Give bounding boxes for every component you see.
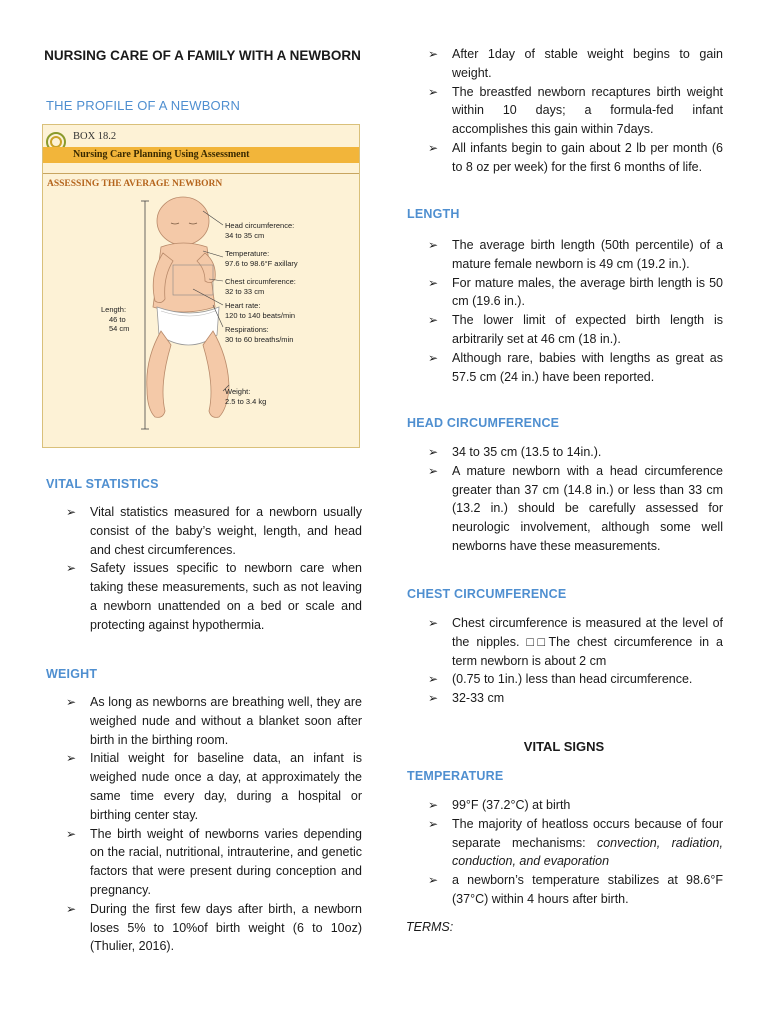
- list-item: [426, 815, 723, 871]
- vital-statistics-list: [64, 503, 362, 635]
- box-title-band: [43, 147, 359, 163]
- list-item: ➢ 99°F (37.2°C) at birth: [426, 796, 723, 815]
- list-item: ➢ 34 to 35 cm (13.5 to 14in.).: [426, 443, 723, 462]
- newborn-assessment-figure: [42, 124, 360, 448]
- annotation-label: Head circumference:: [225, 221, 295, 230]
- annotation-temperature: [225, 249, 298, 268]
- list-item: ➢ Chest circumference is measured at the level of the nipples. □□The chest circumference in a term newborn is about 2 cm: [426, 614, 723, 670]
- length-label: Length:: [101, 305, 127, 314]
- annotation-value: 97.6 to 98.6°F axillary: [225, 258, 298, 268]
- list-item: ➢ a newborn’s temperature stabilizes at 98.6°F (37°C) within 4 hours after birth.: [426, 871, 723, 909]
- length-annotation: [101, 305, 129, 334]
- chest-circumference-list: [426, 614, 723, 708]
- list-item: ➢ The average birth length (50th percentile) of a mature female newborn is 49 cm (19.2 in.).: [426, 236, 723, 274]
- list-item-text: The majority of heatloss occurs because of four separate mechanisms:: [452, 816, 723, 850]
- weight-continued-list: [426, 45, 723, 177]
- vital-signs-heading: VITAL SIGNS: [523, 739, 605, 754]
- head-circumference-list: [426, 443, 723, 556]
- list-item: ➢ For mature males, the average birth length is 50 cm (19.6 in.).: [426, 274, 723, 312]
- newborn-illustration: [43, 185, 359, 447]
- annotation-label: Temperature:: [225, 249, 270, 258]
- temperature-list: [426, 796, 723, 909]
- box-label: BOX 18.2: [73, 131, 117, 142]
- annotation-label: Heart rate:: [225, 301, 261, 310]
- length-heading: LENGTH: [407, 207, 460, 221]
- profile-heading: THE PROFILE OF A NEWBORN: [46, 98, 241, 113]
- annotation-value: 120 to 140 beats/min: [225, 310, 296, 320]
- weight-list: [64, 693, 362, 956]
- box-subtitle: ASSESSING THE AVERAGE NEWBORN: [47, 179, 223, 189]
- list-item: ➢ 32-33 cm: [426, 689, 723, 708]
- annotation-heart-rate: [225, 301, 295, 320]
- annotation-value: 34 to 35 cm: [225, 230, 265, 240]
- annotation-label: Weight:: [225, 387, 251, 396]
- list-item: ➢ The birth weight of newborns varies depending on the racial, nutritional, intrauterine, and genetic factors that were present during conception and pregnancy.: [64, 825, 362, 900]
- annotation-respirations: [225, 325, 293, 344]
- list-item: ➢ The lower limit of expected birth length is arbitrarily set at 46 cm (18 in.).: [426, 311, 723, 349]
- head-circumference-heading: HEAD CIRCUMFERENCE: [407, 416, 560, 430]
- box-divider: [43, 173, 359, 174]
- list-item: ➢ (0.75 to 1in.) less than head circumference.: [426, 670, 723, 689]
- list-item: ➢ Although rare, babies with lengths as great as 57.5 cm (24 in.) have been reported.: [426, 349, 723, 387]
- temperature-heading: TEMPERATURE: [407, 769, 504, 783]
- length-list: [426, 236, 723, 386]
- list-item: ➢ Initial weight for baseline data, an infant is weighed nude once a day, at approximately the same time every day, during a hospital or birthing center stay.: [64, 749, 362, 824]
- list-item: ➢ A mature newborn with a head circumference greater than 37 cm (14.8 in.) or less than 33 cm (13.2 in.) should be carefully assessed for neurologic involvement, although some well newborns have these measurements.: [426, 462, 723, 556]
- length-value-2: 54 cm: [109, 324, 130, 333]
- list-item: ➢ Vital statistics measured for a newborn usually consist of the baby’s weight, length, and head and chest circumferences.: [64, 503, 362, 559]
- weight-heading: WEIGHT: [46, 667, 98, 681]
- annotation-label: Respirations:: [225, 325, 269, 334]
- list-item: ➢ The breastfed newborn recaptures birth weight within 10 days; a formula-fed infant accomplishes this gain within 7days.: [426, 83, 723, 139]
- annotation-head: [225, 221, 294, 240]
- length-value-1: 46 to: [109, 314, 126, 324]
- list-item: ➢ As long as newborns are breathing well, they are weighed nude and without a blanket soon after birth in the birthing room.: [64, 693, 362, 749]
- list-item: ➢ After 1day of stable weight begins to gain weight.: [426, 45, 723, 83]
- annotation-weight: [225, 387, 266, 406]
- list-item: ➢ During the first few days after birth, a newborn loses 5% to 10%of birth weight (6 to 10oz) (Thulier, 2016).: [64, 900, 362, 956]
- box-band-title: Nursing Care Planning Using Assessment: [73, 149, 250, 160]
- vital-statistics-heading: VITAL STATISTICS: [46, 477, 159, 491]
- annotation-value: 32 to 33 cm: [225, 286, 265, 296]
- annotation-chest: [225, 277, 296, 296]
- terms-label: TERMS:: [406, 920, 454, 934]
- annotation-value: 30 to 60 breaths/min: [225, 334, 294, 344]
- list-item: ➢ Safety issues specific to newborn care when taking these measurements, such as not leaving a newborn unattended on a bed or scale and protecting against hypothermia.: [64, 559, 362, 634]
- document-title: NURSING CARE OF A FAMILY WITH A NEWBORN: [44, 48, 361, 63]
- chest-circumference-heading: CHEST CIRCUMFERENCE: [407, 587, 567, 601]
- heatloss-mechanisms: convection, radiation, conduction, and evaporation: [452, 835, 723, 869]
- annotation-label: Chest circumference:: [225, 277, 296, 286]
- annotation-value: 2.5 to 3.4 kg: [225, 396, 267, 406]
- list-item: ➢ All infants begin to gain about 2 lb per month (6 to 8 oz per week) for the first 6 months of life.: [426, 139, 723, 177]
